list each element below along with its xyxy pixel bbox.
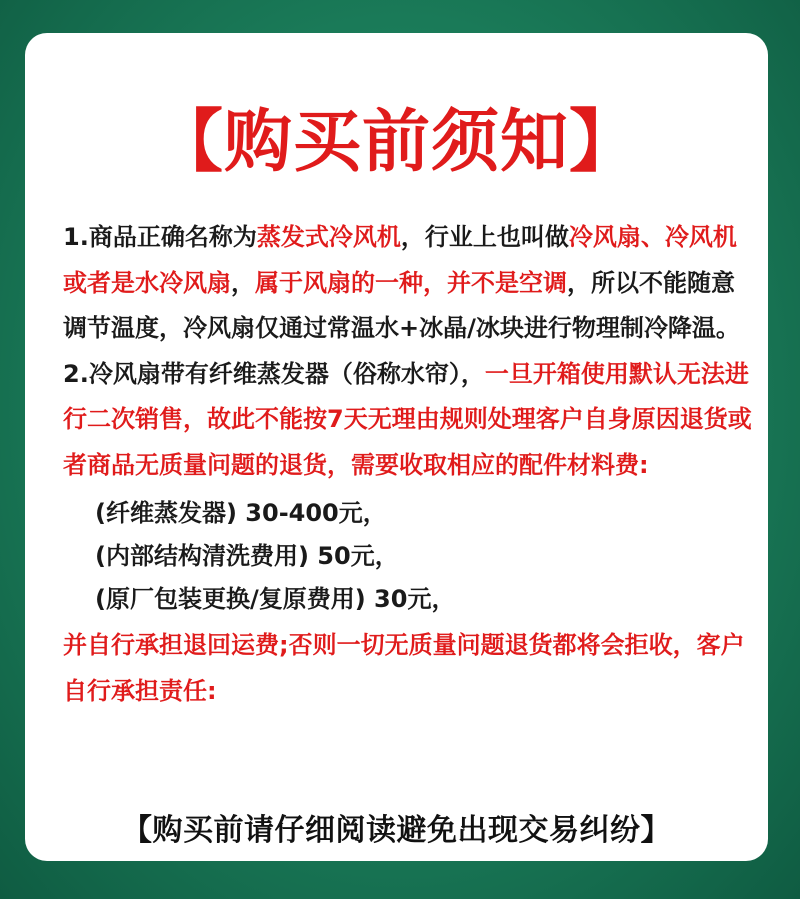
item-1-text-3: ， bbox=[231, 268, 255, 297]
item-1 bbox=[63, 215, 753, 352]
notice-body bbox=[63, 215, 753, 714]
fee-item: (纤维蒸发器) 30-400元， bbox=[95, 499, 387, 527]
item-1-text-2: ，行业上也叫做 bbox=[400, 223, 569, 251]
item-2-text-1: 2.冷风扇带有纤维蒸发器（俗称水帘）， bbox=[63, 359, 485, 388]
item-1-text-1: 1.商品正确名称为 bbox=[63, 223, 257, 251]
item-2 bbox=[63, 352, 753, 489]
item-1-text-4: ，所以不能随意调节温度，冷风扇仅通过常温水+冰晶/冰块进行物理制冷降温。 bbox=[63, 268, 740, 342]
fee-list bbox=[63, 492, 753, 621]
fee-item: (内部结构清洗费用) 50元， bbox=[95, 542, 399, 570]
fee-item: (原厂包装更换/复原费用) 30元， bbox=[95, 585, 456, 613]
item-1-highlight-1: 蒸发式冷风机 bbox=[256, 223, 401, 251]
return-note: 并自行承担退回运费;否则一切无质量问题退货都将会拒收，客户自行承担责任: bbox=[63, 631, 745, 705]
item-1-highlight-3: 属于风扇的一种，并不是空调 bbox=[255, 268, 567, 297]
footer-reminder: 【购买前请仔细阅读避免出现交易纠纷】 bbox=[122, 813, 671, 848]
item-1-highlight-2: 冷风扇、冷风机或者是水冷风扇 bbox=[63, 223, 737, 297]
item-2-highlight-1: 一旦开箱使用默认无法进行二次销售，故此不能按7天无理由规则处理客户自身原因退货或者商品无质量问题的退货，需要收取相应的配件材料费: bbox=[63, 359, 752, 479]
notice-title: 【购买前须知】 bbox=[154, 103, 638, 182]
notice-card bbox=[25, 33, 768, 861]
